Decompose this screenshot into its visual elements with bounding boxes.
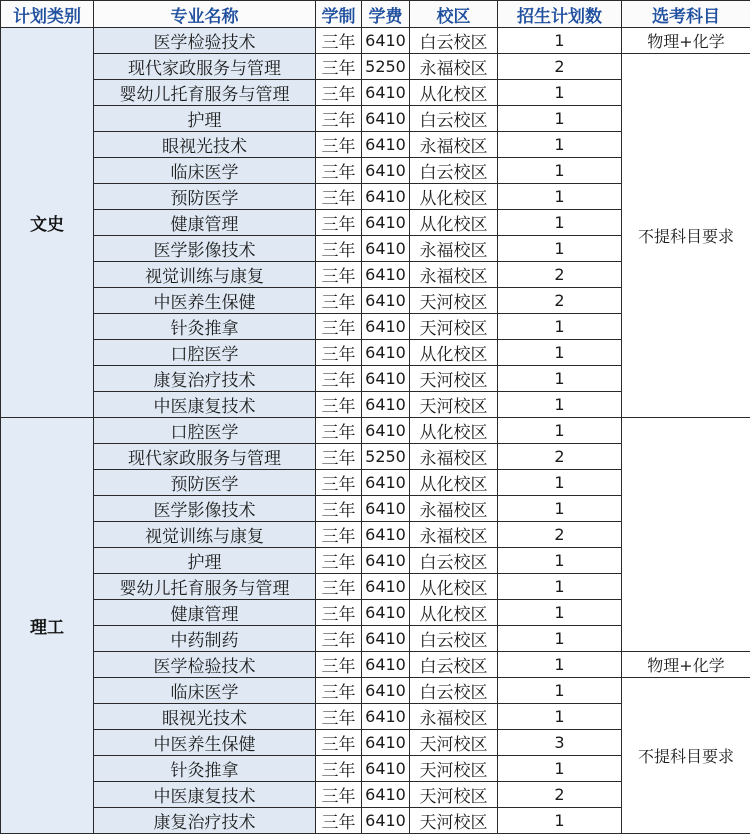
fee-cell: 6410 [362, 808, 410, 834]
quota-cell: 1 [498, 756, 622, 782]
duration-cell: 三年 [316, 262, 362, 288]
table-row [1, 652, 750, 678]
quota-cell: 1 [498, 184, 622, 210]
subject-requirement-cell [622, 418, 750, 652]
fee-cell: 6410 [362, 522, 410, 548]
campus-cell: 从化校区 [410, 574, 498, 600]
duration-cell: 三年 [316, 366, 362, 392]
quota-cell: 2 [498, 54, 622, 80]
campus-cell: 天河校区 [410, 392, 498, 418]
fee-cell: 6410 [362, 600, 410, 626]
fee-cell: 6410 [362, 262, 410, 288]
table-row [1, 678, 750, 704]
duration-cell: 三年 [316, 730, 362, 756]
major-name-cell: 医学检验技术 [94, 652, 316, 678]
quota-cell: 1 [498, 808, 622, 834]
duration-cell: 三年 [316, 548, 362, 574]
plan-category-cell: 理工 [1, 418, 94, 834]
subject-requirement-cell: 物理+化学 [622, 652, 750, 678]
fee-cell: 6410 [362, 288, 410, 314]
fee-cell: 6410 [362, 470, 410, 496]
fee-cell: 6410 [362, 704, 410, 730]
campus-cell: 天河校区 [410, 808, 498, 834]
major-name-cell: 临床医学 [94, 678, 316, 704]
table-row [1, 28, 750, 54]
campus-cell: 天河校区 [410, 288, 498, 314]
quota-cell: 1 [498, 548, 622, 574]
campus-cell: 白云校区 [410, 652, 498, 678]
campus-cell: 白云校区 [410, 106, 498, 132]
major-name-cell: 中医康复技术 [94, 782, 316, 808]
major-name-cell: 医学影像技术 [94, 236, 316, 262]
major-name-cell: 临床医学 [94, 158, 316, 184]
campus-cell: 天河校区 [410, 314, 498, 340]
campus-cell: 从化校区 [410, 470, 498, 496]
subject-requirement-cell: 物理+化学 [622, 28, 750, 54]
duration-cell: 三年 [316, 782, 362, 808]
duration-cell: 三年 [316, 106, 362, 132]
major-name-cell: 视觉训练与康复 [94, 262, 316, 288]
major-name-cell: 健康管理 [94, 210, 316, 236]
quota-cell: 1 [498, 106, 622, 132]
duration-cell: 三年 [316, 288, 362, 314]
fee-cell: 6410 [362, 314, 410, 340]
quota-cell: 1 [498, 132, 622, 158]
fee-cell: 6410 [362, 210, 410, 236]
fee-cell: 6410 [362, 548, 410, 574]
campus-cell: 从化校区 [410, 80, 498, 106]
duration-cell: 三年 [316, 392, 362, 418]
major-name-cell: 现代家政服务与管理 [94, 54, 316, 80]
quota-cell: 3 [498, 730, 622, 756]
quota-cell: 1 [498, 158, 622, 184]
major-name-cell: 中医养生保健 [94, 288, 316, 314]
quota-cell: 1 [498, 600, 622, 626]
major-name-cell: 康复治疗技术 [94, 808, 316, 834]
duration-cell: 三年 [316, 470, 362, 496]
duration-cell: 三年 [316, 28, 362, 54]
header-campus: 校区 [410, 1, 498, 28]
quota-cell: 1 [498, 470, 622, 496]
quota-cell: 1 [498, 210, 622, 236]
campus-cell: 从化校区 [410, 340, 498, 366]
duration-cell: 三年 [316, 704, 362, 730]
major-name-cell: 针灸推拿 [94, 314, 316, 340]
fee-cell: 6410 [362, 184, 410, 210]
fee-cell: 6410 [362, 80, 410, 106]
quota-cell: 1 [498, 366, 622, 392]
duration-cell: 三年 [316, 678, 362, 704]
campus-cell: 永福校区 [410, 236, 498, 262]
subject-requirement-cell: 不提科目要求 [622, 678, 750, 834]
campus-cell: 从化校区 [410, 184, 498, 210]
quota-cell: 1 [498, 314, 622, 340]
header-category: 计划类别 [1, 1, 94, 28]
major-name-cell: 护理 [94, 106, 316, 132]
duration-cell: 三年 [316, 652, 362, 678]
fee-cell: 6410 [362, 756, 410, 782]
header-subjects: 选考科目 [622, 1, 750, 28]
quota-cell: 1 [498, 626, 622, 652]
major-name-cell: 医学检验技术 [94, 28, 316, 54]
campus-cell: 天河校区 [410, 366, 498, 392]
quota-cell: 1 [498, 340, 622, 366]
duration-cell: 三年 [316, 340, 362, 366]
campus-cell: 从化校区 [410, 418, 498, 444]
campus-cell: 永福校区 [410, 496, 498, 522]
duration-cell: 三年 [316, 80, 362, 106]
campus-cell: 从化校区 [410, 600, 498, 626]
header-fee: 学费 [362, 1, 410, 28]
table-body [1, 28, 750, 834]
campus-cell: 永福校区 [410, 444, 498, 470]
duration-cell: 三年 [316, 184, 362, 210]
duration-cell: 三年 [316, 444, 362, 470]
quota-cell: 2 [498, 262, 622, 288]
duration-cell: 三年 [316, 496, 362, 522]
campus-cell: 从化校区 [410, 210, 498, 236]
duration-cell: 三年 [316, 158, 362, 184]
duration-cell: 三年 [316, 574, 362, 600]
major-name-cell: 康复治疗技术 [94, 366, 316, 392]
duration-cell: 三年 [316, 756, 362, 782]
fee-cell: 5250 [362, 54, 410, 80]
quota-cell: 1 [498, 28, 622, 54]
quota-cell: 2 [498, 522, 622, 548]
major-name-cell: 医学影像技术 [94, 496, 316, 522]
major-name-cell: 婴幼儿托育服务与管理 [94, 574, 316, 600]
table-row [1, 54, 750, 80]
major-name-cell: 针灸推拿 [94, 756, 316, 782]
fee-cell: 6410 [362, 340, 410, 366]
campus-cell: 天河校区 [410, 730, 498, 756]
major-name-cell: 预防医学 [94, 470, 316, 496]
duration-cell: 三年 [316, 54, 362, 80]
quota-cell: 1 [498, 704, 622, 730]
duration-cell: 三年 [316, 210, 362, 236]
fee-cell: 6410 [362, 496, 410, 522]
header-duration: 学制 [316, 1, 362, 28]
duration-cell: 三年 [316, 626, 362, 652]
campus-cell: 永福校区 [410, 132, 498, 158]
quota-cell: 2 [498, 444, 622, 470]
fee-cell: 6410 [362, 158, 410, 184]
quota-cell: 1 [498, 392, 622, 418]
campus-cell: 天河校区 [410, 756, 498, 782]
quota-cell: 1 [498, 236, 622, 262]
fee-cell: 6410 [362, 236, 410, 262]
fee-cell: 6410 [362, 418, 410, 444]
duration-cell: 三年 [316, 600, 362, 626]
quota-cell: 1 [498, 678, 622, 704]
quota-cell: 1 [498, 652, 622, 678]
quota-cell: 1 [498, 418, 622, 444]
fee-cell: 6410 [362, 392, 410, 418]
quota-cell: 2 [498, 288, 622, 314]
major-name-cell: 预防医学 [94, 184, 316, 210]
campus-cell: 永福校区 [410, 522, 498, 548]
fee-cell: 6410 [362, 626, 410, 652]
duration-cell: 三年 [316, 522, 362, 548]
duration-cell: 三年 [316, 418, 362, 444]
fee-cell: 6410 [362, 652, 410, 678]
major-name-cell: 健康管理 [94, 600, 316, 626]
fee-cell: 6410 [362, 28, 410, 54]
fee-cell: 6410 [362, 678, 410, 704]
fee-cell: 6410 [362, 782, 410, 808]
quota-cell: 2 [498, 782, 622, 808]
header-quota: 招生计划数 [498, 1, 622, 28]
subject-requirement-cell: 不提科目要求 [622, 54, 750, 418]
major-name-cell: 婴幼儿托育服务与管理 [94, 80, 316, 106]
duration-cell: 三年 [316, 132, 362, 158]
fee-cell: 6410 [362, 106, 410, 132]
fee-cell: 6410 [362, 730, 410, 756]
plan-category-cell: 文史 [1, 28, 94, 418]
campus-cell: 天河校区 [410, 782, 498, 808]
fee-cell: 6410 [362, 132, 410, 158]
table-row [1, 418, 750, 444]
major-name-cell: 眼视光技术 [94, 132, 316, 158]
major-name-cell: 现代家政服务与管理 [94, 444, 316, 470]
campus-cell: 白云校区 [410, 158, 498, 184]
major-name-cell: 视觉训练与康复 [94, 522, 316, 548]
fee-cell: 6410 [362, 574, 410, 600]
major-name-cell: 中药制药 [94, 626, 316, 652]
campus-cell: 永福校区 [410, 704, 498, 730]
quota-cell: 1 [498, 80, 622, 106]
campus-cell: 永福校区 [410, 54, 498, 80]
fee-cell: 5250 [362, 444, 410, 470]
major-name-cell: 护理 [94, 548, 316, 574]
campus-cell: 永福校区 [410, 262, 498, 288]
header-major: 专业名称 [94, 1, 316, 28]
major-name-cell: 口腔医学 [94, 418, 316, 444]
campus-cell: 白云校区 [410, 626, 498, 652]
major-name-cell: 中医康复技术 [94, 392, 316, 418]
campus-cell: 白云校区 [410, 678, 498, 704]
duration-cell: 三年 [316, 236, 362, 262]
campus-cell: 白云校区 [410, 28, 498, 54]
quota-cell: 1 [498, 574, 622, 600]
major-name-cell: 中医养生保健 [94, 730, 316, 756]
duration-cell: 三年 [316, 808, 362, 834]
header-row [1, 1, 750, 28]
major-name-cell: 口腔医学 [94, 340, 316, 366]
quota-cell: 1 [498, 496, 622, 522]
major-name-cell: 眼视光技术 [94, 704, 316, 730]
campus-cell: 白云校区 [410, 548, 498, 574]
fee-cell: 6410 [362, 366, 410, 392]
duration-cell: 三年 [316, 314, 362, 340]
